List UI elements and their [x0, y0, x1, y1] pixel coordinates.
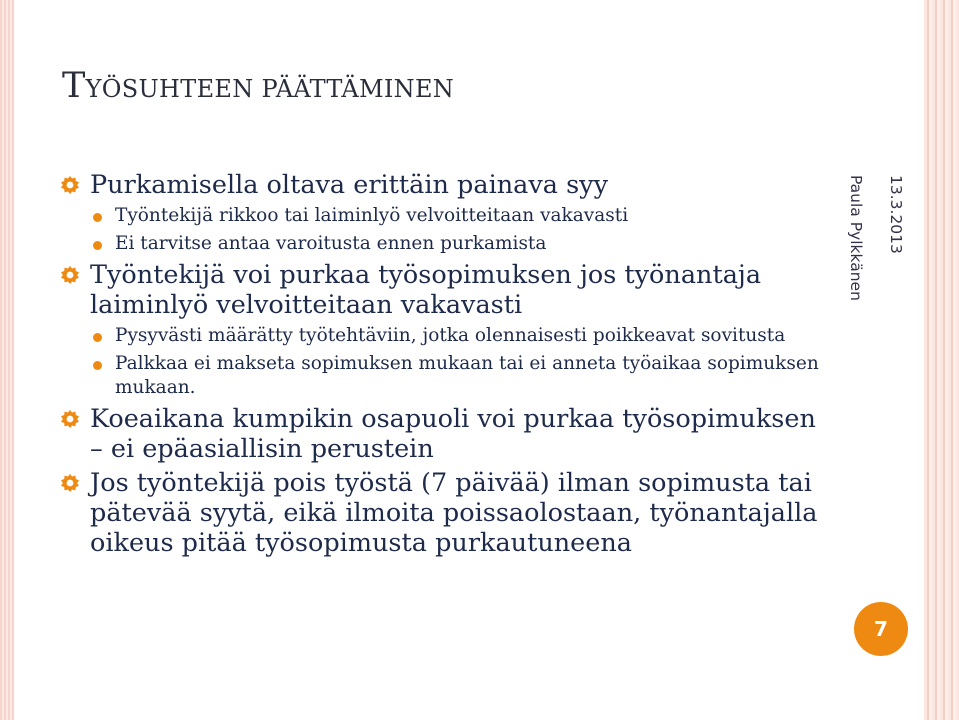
- gear-bullet-icon: [60, 265, 80, 285]
- slide-author: Paula Pylkkänen: [847, 175, 865, 301]
- bullet-item: [60, 468, 820, 558]
- bullet-text: Työntekijä voi purkaa työsopimuksen jos työnantaja laiminlyö velvoitteitaan vakavasti: [90, 260, 762, 320]
- side-info-text: [847, 175, 916, 385]
- page-number-badge: 7: [854, 602, 908, 656]
- side-info: [847, 175, 916, 385]
- sub-bullet-text: Palkkaa ei makseta sopimuksen mukaan tai ei anneta työaikaa sopimuksen mukaan.: [115, 353, 819, 398]
- slide-date: 13.3.2013: [887, 175, 905, 254]
- bullet-text: Koeaikana kumpikin osapuoli voi purkaa työsopimuksen – ei epäasiallisin perustein: [90, 404, 816, 464]
- bullet-item: [60, 260, 820, 320]
- sub-bullet-item: [60, 352, 820, 400]
- bullet-item: [60, 170, 820, 200]
- slide-title-rest: YÖSUHTEEN PÄÄTTÄMINEN: [85, 75, 455, 103]
- slide-title-initial: T: [62, 66, 86, 106]
- dot-bullet-icon: [93, 333, 102, 342]
- sub-bullet-text: Pysyvästi määrätty työtehtäviin, jotka olennaisesti poikkeavat sovitusta: [115, 325, 786, 346]
- dot-bullet-icon: [93, 241, 102, 250]
- sub-bullet-item: [60, 204, 820, 228]
- sub-bullet-item: [60, 232, 820, 256]
- left-decorative-stripe: [0, 0, 14, 720]
- dot-bullet-icon: [93, 213, 102, 222]
- slide-title: [62, 66, 454, 106]
- right-decorative-stripe: [924, 0, 959, 720]
- gear-bullet-icon: [60, 175, 80, 195]
- slide-content: [60, 170, 820, 562]
- sub-bullet-text: Työntekijä rikkoo tai laiminlyö velvoitteitaan vakavasti: [115, 205, 629, 226]
- gear-bullet-icon: [60, 473, 80, 493]
- dot-bullet-icon: [93, 361, 102, 370]
- sub-bullet-item: [60, 324, 820, 348]
- bullet-text: Jos työntekijä pois työstä (7 päivää) ilman sopimusta tai pätevää syytä, eikä ilmoita poissaolostaan, työnantajalla oikeus pitää työsopimusta purkautuneena: [90, 468, 818, 558]
- bullet-text: Purkamisella oltava erittäin painava syy: [90, 170, 608, 200]
- gear-bullet-icon: [60, 409, 80, 429]
- sub-bullet-text: Ei tarvitse antaa varoitusta ennen purkamista: [115, 233, 547, 254]
- bullet-item: [60, 404, 820, 464]
